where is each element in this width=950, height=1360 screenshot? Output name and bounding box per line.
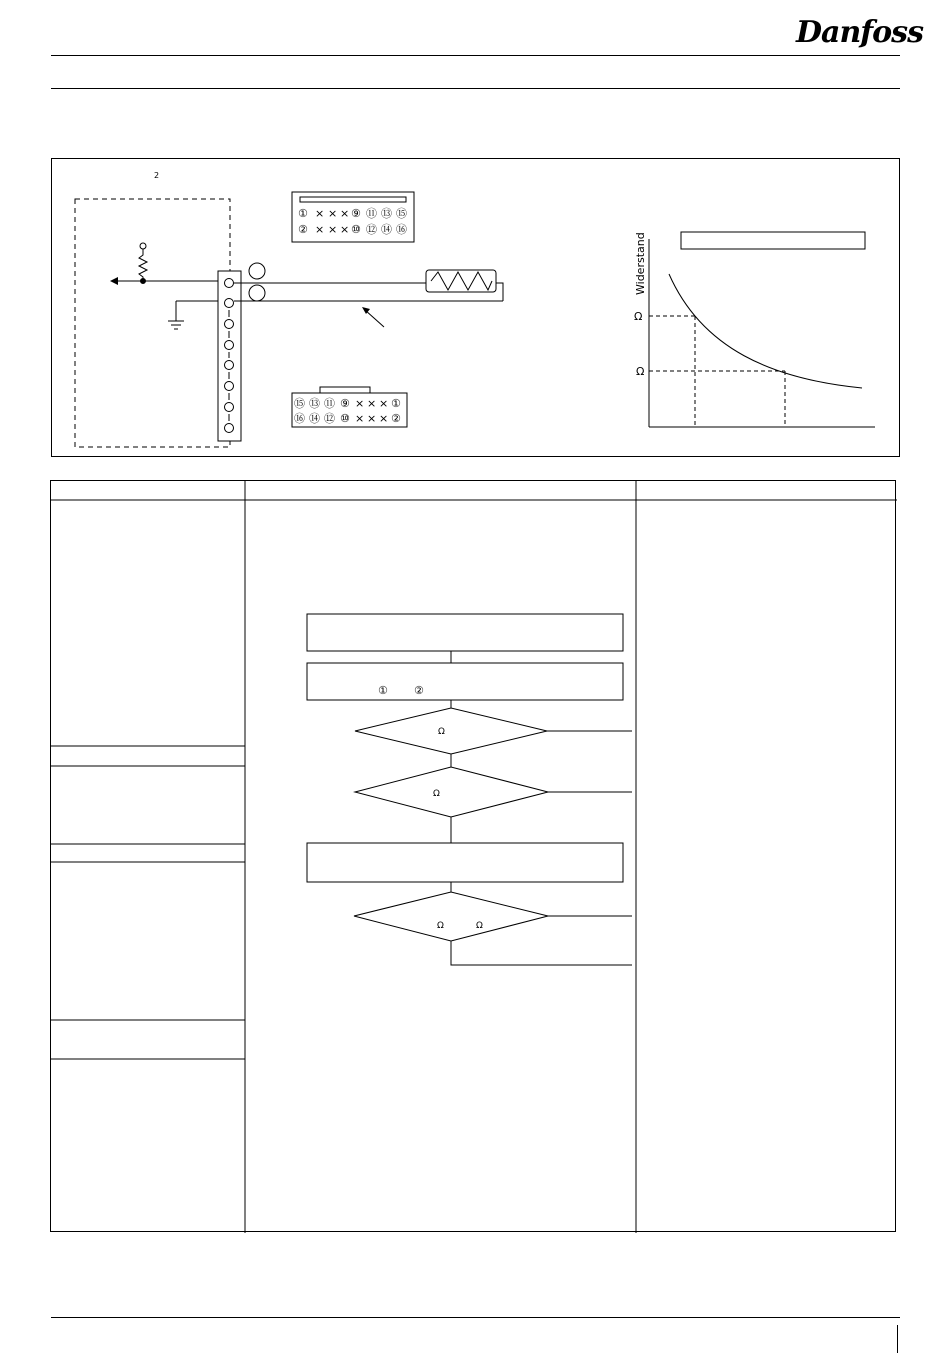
sensor-loop-wire [496, 283, 503, 301]
header-rule-bottom [51, 88, 900, 89]
footer-rule [51, 1317, 900, 1318]
superscript-label: 2 [154, 171, 160, 180]
terminal-marker-a [249, 263, 265, 279]
connector-top-row2: ② × × × ⑩ ⑫ ⑭ ⑯ [298, 223, 407, 236]
cable-pointer [365, 310, 384, 327]
flowchart-step-1 [307, 614, 623, 651]
troubleshooting-table [50, 480, 896, 1232]
connector-top [292, 192, 414, 242]
left-column-rows [51, 746, 245, 1059]
flowchart-decision-2-label: Ω [433, 789, 440, 799]
troubleshooting-grid [51, 481, 897, 1233]
connector-bottom-row2: ⑯ ⑭ ⑫ ⑩ × × × ② [294, 412, 401, 425]
resistance-graph [634, 232, 875, 427]
flowchart-decision-1-label: Ω [438, 727, 445, 737]
flowchart-decision-3-label: Ω Ω [437, 921, 483, 931]
connector-bottom-row1: ⑮ ⑬ ⑪ ⑨ × × × ① [294, 397, 401, 410]
graph-ylabel: Widerstand [634, 232, 647, 295]
graph-curve [669, 274, 862, 388]
flowchart-step-2 [307, 663, 623, 700]
flowchart [307, 614, 632, 965]
wiring-diagram [52, 159, 901, 458]
graph-guides [649, 316, 785, 427]
flowchart-step-2-pins: ① ② [378, 684, 424, 697]
flowchart-decision-3 [354, 892, 548, 941]
connector-top-row1: ① × × × ⑨ ⑪ ⑬ ⑮ [298, 207, 407, 220]
flowchart-decision-2 [355, 767, 548, 817]
flowchart-decision-1 [355, 708, 547, 754]
flowchart-step-3 [307, 843, 623, 882]
graph-ymarker-lower: Ω [636, 365, 645, 378]
arrow-left-icon [110, 277, 118, 285]
potentiometer-icon [139, 243, 147, 284]
wiring-diagram-panel [51, 158, 900, 457]
graph-title-box [681, 232, 865, 249]
terminal-marker-b [249, 285, 265, 301]
graph-ymarker-upper: Ω [634, 310, 643, 323]
ground-icon [168, 301, 184, 329]
header-rule-top [51, 55, 900, 56]
page-number-divider [897, 1325, 898, 1353]
controller-enclosure [75, 199, 230, 447]
danfoss-logo: Danfoss [796, 15, 923, 50]
connector-bottom [292, 387, 407, 427]
